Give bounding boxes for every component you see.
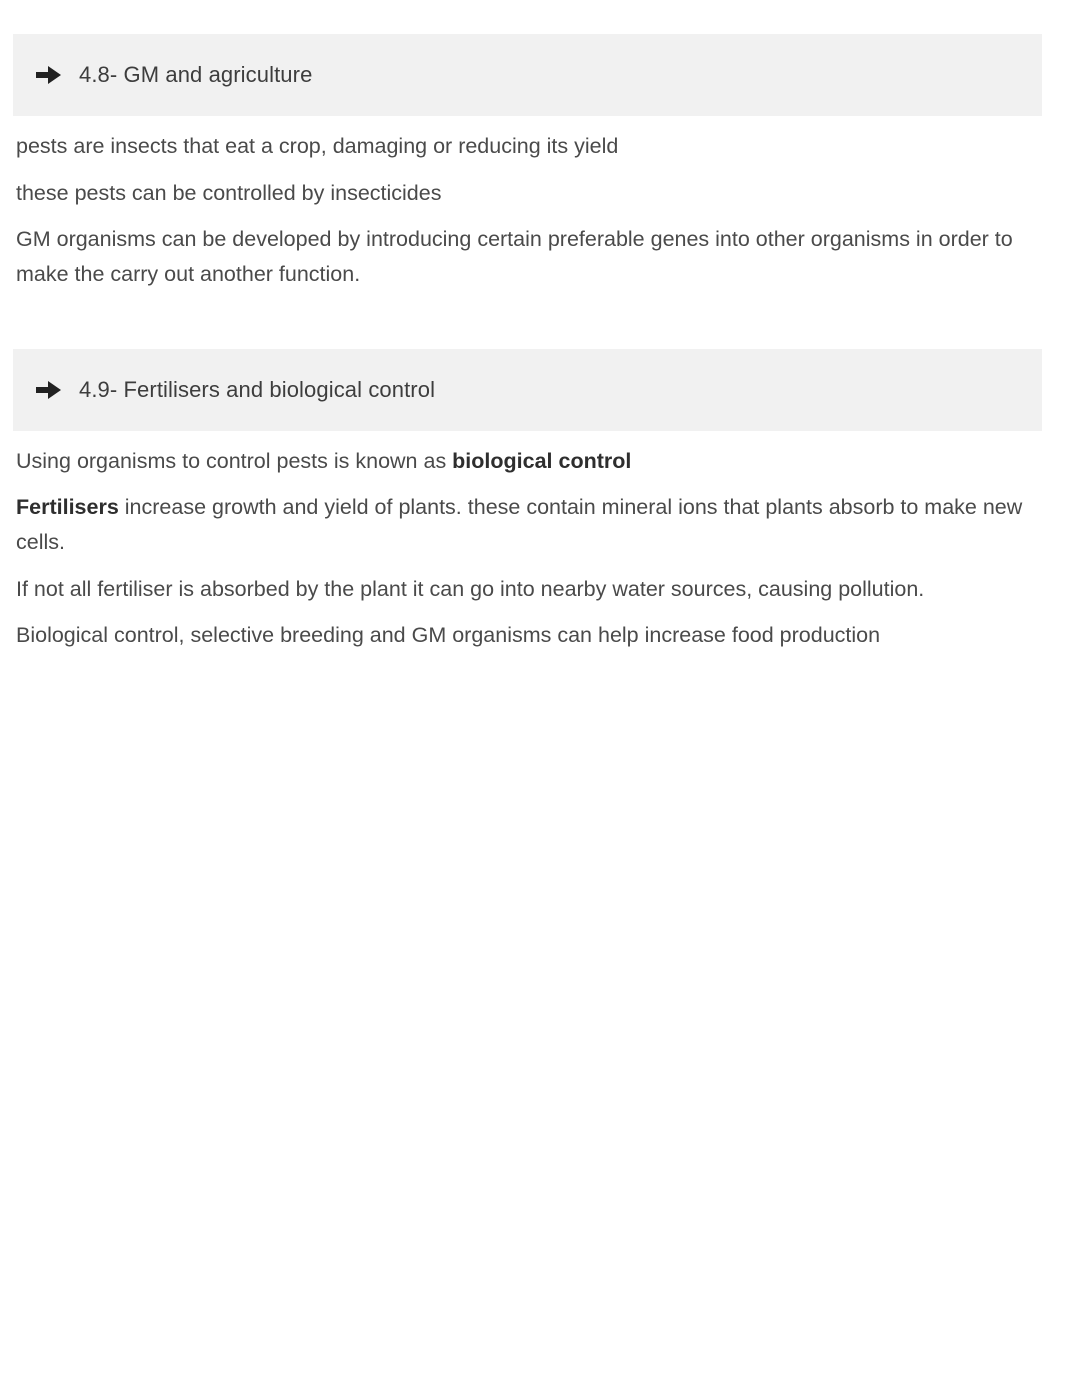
- paragraph-food-production: Biological control, selective breeding and GM organisms can help increase food production: [16, 623, 881, 647]
- paragraph-pollution: If not all fertiliser is absorbed by the plant it can go into nearby water sources, causing pollution.: [16, 577, 925, 601]
- section-header-gm-agriculture: [13, 34, 1042, 116]
- bold-term: biological control: [452, 449, 632, 473]
- paragraph-fertilisers: [16, 490, 1026, 560]
- arrow-right-icon: [35, 379, 63, 401]
- text-span: Using organisms to control pests is known as: [16, 449, 453, 473]
- arrow-right-icon: [35, 64, 63, 86]
- paragraph-gm-organisms: GM organisms can be developed by introducing certain preferable genes into other organisms in order to make the carry out another function.: [16, 227, 1013, 286]
- paragraph-insecticides: these pests can be controlled by insecticides: [16, 181, 442, 205]
- section-header-fertilisers-biocontrol: [13, 349, 1042, 431]
- bold-term: Fertilisers: [16, 495, 119, 519]
- section-title: 4.8- GM and agriculture: [79, 62, 313, 87]
- text-span: increase growth and yield of plants. these contain mineral ions that plants absorb to make new cells.: [16, 495, 1023, 554]
- paragraph-biological-control: [16, 444, 1026, 479]
- paragraph-pests-definition: pests are insects that eat a crop, damaging or reducing its yield: [16, 134, 619, 158]
- section-title: 4.9- Fertilisers and biological control: [79, 377, 436, 402]
